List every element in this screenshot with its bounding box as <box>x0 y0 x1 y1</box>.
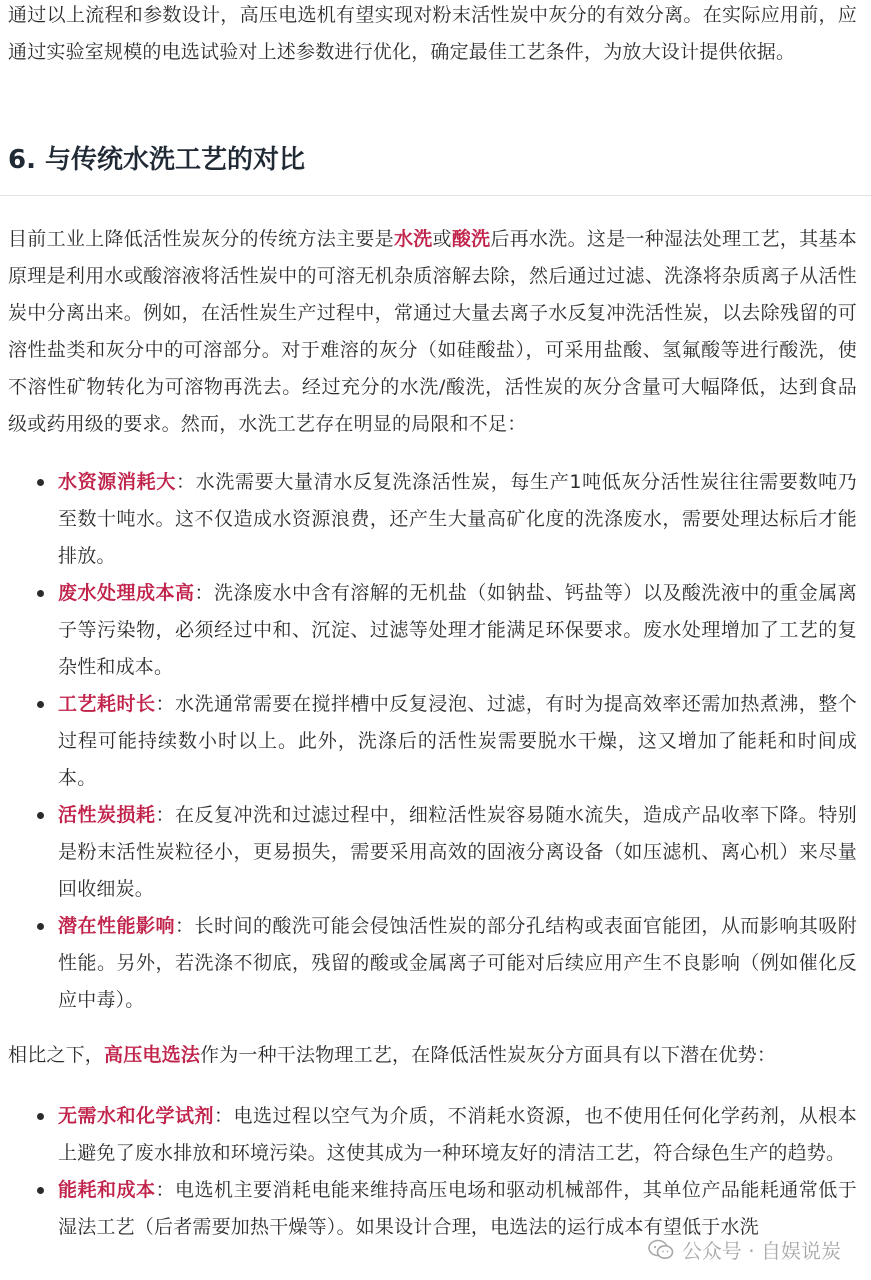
list-item <box>58 1098 857 1172</box>
drawbacks-list <box>0 464 871 1019</box>
section-divider <box>0 195 871 196</box>
watermark <box>648 1235 841 1264</box>
list-item <box>58 686 857 797</box>
main-paragraph <box>0 221 871 443</box>
list-item-text: ：电选机主要消耗电能来维持高压电场和驱动机械部件，其单位产品能耗通常低于湿法工艺（后者需要加热干燥等）。如果设计合理，电选法的运行成本有望低于水洗 <box>58 1179 857 1238</box>
wechat-icon <box>648 1239 674 1261</box>
list-item-term: 能耗和成本 <box>58 1179 156 1201</box>
main-text-3: 后再水洗。这是一种湿法处理工艺，其基本原理是利用水或酸溶液将活性炭中的可溶无机杂质溶解去除，然后通过过滤、洗涤将杂质离子从活性炭中分离出来。例如，在活性炭生产过程中，常通过大量去离子水反复冲洗活性炭，以去除残留的可溶性盐类和灰分中的可溶部分。对于难溶的灰分（如硅酸盐），可采用盐酸、氢氟酸等进行酸洗，使不溶性矿物转化为可溶物再洗去。经过充分的水洗/酸洗，活性炭的灰分含量可大幅降低，达到食品级或药用级的要求。然而，水洗工艺存在明显的局限和不足： <box>8 228 857 435</box>
compare-text-2: 作为一种干法物理工艺，在降低活性炭灰分方面具有以下潜在优势： <box>200 1044 777 1066</box>
list-item-term: 潜在性能影响 <box>58 915 175 937</box>
section-title: 6. 与传统水洗工艺的对比 <box>8 145 306 175</box>
bullet-dot <box>37 590 44 597</box>
highlight-acid-wash: 酸洗 <box>451 228 491 250</box>
bullet-dot <box>37 1187 44 1194</box>
list-item-term: 水资源消耗大 <box>58 471 177 493</box>
bullet-dot <box>37 923 44 930</box>
main-text-1: 目前工业上降低活性炭灰分的传统方法主要是 <box>8 228 394 250</box>
compare-text-1: 相比之下， <box>8 1044 105 1066</box>
list-item-term: 无需水和化学试剂 <box>58 1105 214 1127</box>
bullet-dot <box>37 812 44 819</box>
list-item <box>58 575 857 686</box>
comparison-paragraph <box>0 1037 871 1074</box>
list-item <box>58 797 857 908</box>
list-item-text: ：长时间的酸洗可能会侵蚀活性炭的部分孔结构或表面官能团，从而影响其吸附性能。另外，若洗涤不彻底，残留的酸或金属离子可能对后续应用产生不良影响（例如催化反应中毒）。 <box>58 915 857 1011</box>
list-item-term: 活性炭损耗 <box>58 804 156 826</box>
watermark-text: 公众号 · 自娱说炭 <box>681 1239 841 1263</box>
list-item-term: 工艺耗时长 <box>58 693 156 715</box>
list-item-text: ：电选过程以空气为介质，不消耗水资源，也不使用任何化学药剂，从根本上避免了废水排放和环境污染。这使其成为一种环境友好的清洁工艺，符合绿色生产的趋势。 <box>58 1105 857 1164</box>
bullet-dot <box>37 479 44 486</box>
list-item-text: ：在反复冲洗和过滤过程中，细粒活性炭容易随水流失，造成产品收率下降。特别是粉末活性炭粒径小，更易损失，需要采用高效的固液分离设备（如压滤机、离心机）来尽量回收细炭。 <box>58 804 857 900</box>
list-item <box>58 464 857 575</box>
list-item-text: ：水洗需要大量清水反复洗涤活性炭，每生产1吨低灰分活性炭往往需要数吨乃至数十吨水。这不仅造成水资源浪费，还产生大量高矿化度的洗涤废水，需要处理达标后才能排放。 <box>58 471 858 567</box>
intro-paragraph: 通过以上流程和参数设计，高压电选机有望实现对粉末活性炭中灰分的有效分离。在实际应用前，应通过实验室规模的电选试验对上述参数进行优化，确定最佳工艺条件，为放大设计提供依据。 <box>8 4 857 63</box>
bullet-dot <box>37 701 44 708</box>
list-item-term: 废水处理成本高 <box>58 582 195 604</box>
list-item-text: ：水洗通常需要在搅拌槽中反复浸泡、过滤，有时为提高效率还需加热煮沸，整个过程可能持续数小时以上。此外，洗涤后的活性炭需要脱水干燥，这又增加了能耗和时间成本。 <box>58 693 857 789</box>
list-item-text: ：洗涤废水中含有溶解的无机盐（如钠盐、钙盐等）以及酸洗液中的重金属离子等污染物，必须经过中和、沉淀、过滤等处理才能满足环保要求。废水处理增加了工艺的复杂性和成本。 <box>58 582 857 678</box>
advantages-list <box>0 1098 871 1246</box>
list-item <box>58 908 857 1019</box>
bullet-dot <box>37 1113 44 1120</box>
highlight-water-wash: 水洗 <box>393 228 433 250</box>
highlight-electrostatic: 高压电选法 <box>104 1044 201 1066</box>
main-text-2: 或 <box>432 228 452 250</box>
